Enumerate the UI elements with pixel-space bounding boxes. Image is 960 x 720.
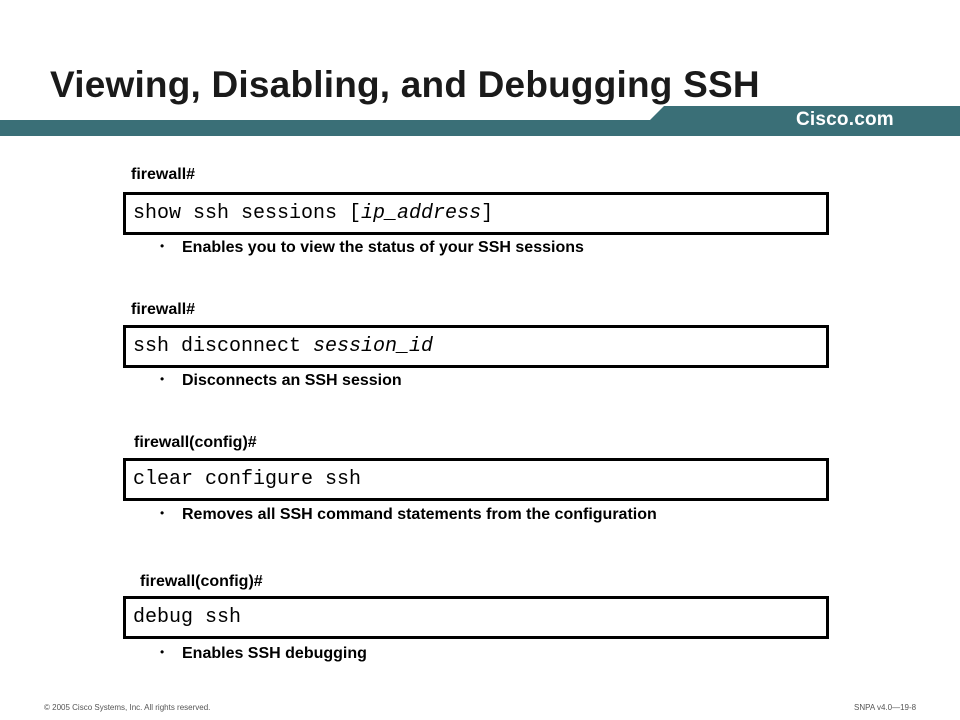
command-description [160, 372, 402, 390]
description-text: Removes all SSH command statements from the configuration [182, 506, 657, 523]
description-text: Enables you to view the status of your SSH sessions [182, 239, 584, 256]
copyright-footer: © 2005 Cisco Systems, Inc. All rights reserved. [44, 703, 211, 712]
command-argument: session_id [313, 335, 434, 358]
command-text: clear configure ssh [133, 468, 362, 491]
bullet-icon: • [160, 239, 165, 253]
command-suffix: ] [481, 202, 494, 225]
command-argument: ip_address [361, 202, 482, 225]
command-description [160, 506, 657, 524]
course-page-footer: SNPA v4.0—19-8 [854, 703, 917, 712]
command-box [123, 596, 829, 639]
command-text: ssh disconnect [133, 335, 314, 358]
description-text: Disconnects an SSH session [182, 372, 402, 389]
bullet-icon: • [160, 506, 165, 520]
command-box [123, 325, 829, 368]
command-text: show ssh sessions [ [133, 202, 362, 225]
command-description [160, 239, 584, 257]
command-box [123, 192, 829, 235]
prompt-label: firewall(config)# [140, 573, 263, 590]
bullet-icon: • [160, 645, 165, 659]
slide-title: Viewing, Disabling, and Debugging SSH [50, 64, 760, 105]
prompt-label: firewall(config)# [134, 434, 257, 451]
command-description [160, 645, 367, 663]
prompt-label: firewall# [131, 166, 196, 183]
command-text: debug ssh [133, 606, 242, 629]
prompt-label: firewall# [131, 301, 196, 318]
command-box [123, 458, 829, 501]
bullet-icon: • [160, 372, 165, 386]
description-text: Enables SSH debugging [182, 645, 367, 662]
cisco-brand-logo: Cisco.com [796, 109, 894, 130]
